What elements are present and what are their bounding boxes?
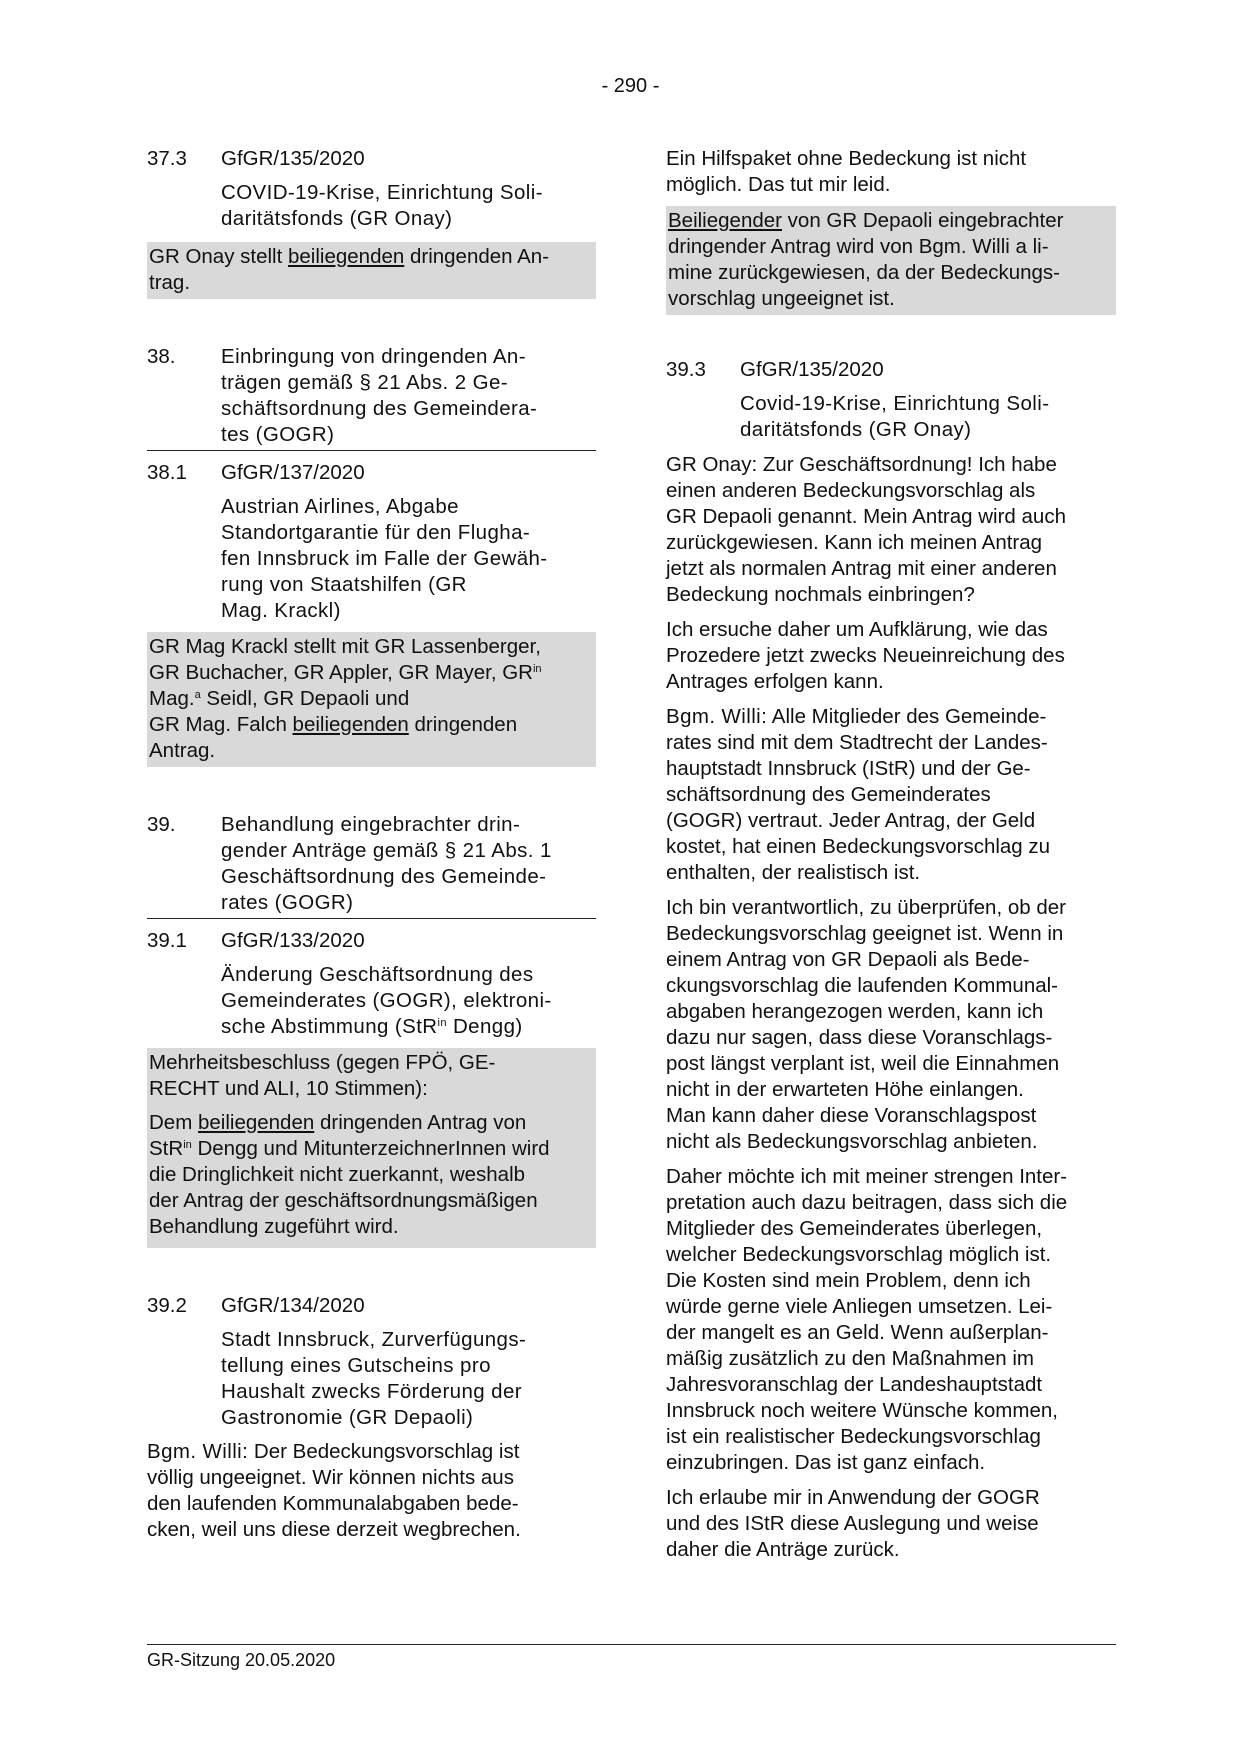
speech-paragraph: Daher möchte ich mit meiner strengen Inter- pretation auch dazu beitragen, dass sich die Mitglieder des Gemeinderates überlegen, welcher Bedeckungsvorschlag möglich ist. Die Kosten sind mein Problem, denn ich würde gerne viele Anliegen umsetzen. Lei- der mangelt es an Geld. Wenn außerplan- mäßig zusätzlich zu den Maßnahmen im Jahresvoranschlag der Landeshauptstadt Innsbruck noch weitere Wünsche kommen, ist ein realistischer Bedeckungsvorschlag einzubringen. Das ist ganz einfach. — [666, 1165, 1068, 1474]
speech-paragraph — [666, 704, 1116, 886]
title-text: Dengg) — [446, 1015, 523, 1038]
item-code: GfGR/137/2020 — [221, 461, 365, 484]
box-text: GR Mag Krackl stellt mit GR Lassenberger, GR Buchacher, GR Appler, GR Mayer, GR — [149, 635, 541, 684]
speech-text: Alle Mitglieder des Gemeinde- rates sind mit dem Stadtrecht der Landes- hauptstadt Innsbruck (IStR) und der Ge- schäftsordnung des Gemeinderates (GOGR) vertraut. Jeder Antrag, der Geld kostet, hat einen Bedeckungsvorschlag zu enthalten, der realistisch ist. — [666, 705, 1051, 884]
footer-divider — [147, 1644, 1116, 1645]
resolution-detail — [149, 1110, 594, 1240]
item-title: COVID-19-Krise, Einrichtung Soli- daritätsfonds (GR Onay) — [221, 181, 543, 230]
left-column — [147, 146, 596, 1552]
box-text: von GR Depaoli eingebrachter dringender Antrag wird von Bgm. Willi a li- mine zurückgewiesen, da der Bedeckungs- vorschlag ungeeignet ist. — [668, 209, 1064, 310]
box-text: dringenden Antrag von StR — [149, 1111, 527, 1160]
item-number: 38. — [147, 345, 176, 368]
speaker-name: Bgm. Willi: — [147, 1440, 249, 1463]
item-code: GfGR/133/2020 — [221, 929, 365, 952]
item-number: 39. — [147, 813, 176, 836]
item-title: Stadt Innsbruck, Zurverfügungs- tellung eines Gutscheins pro Haushalt zwecks Förderung der Gastronomie (GR Depaoli) — [221, 1328, 527, 1429]
item-number: 39.3 — [666, 358, 706, 381]
item-code: GfGR/135/2020 — [740, 358, 884, 381]
box-text: Mag. — [149, 687, 195, 710]
attachment-link[interactable]: beiliegenden — [197, 1111, 315, 1134]
agenda-item-39-2 — [147, 1293, 596, 1319]
decision-box — [147, 242, 596, 299]
item-number: 38.1 — [147, 461, 187, 484]
box-text: Dem — [149, 1111, 198, 1134]
speech-paragraph: Ich bin verantwortlich, zu überprüfen, ob der Bedeckungsvorschlag geeignet ist. Wenn in einem Antrag von GR Depaoli als Bede- ckungsvorschlag die laufenden Kommunal- abgaben herangezogen werden, kann ich dazu nur sagen, dass diese Voranschlags- post längst verplant ist, weil die Einnahmen nicht in der erwarteten Höhe einlangen. Man kann daher diese Voranschlagspost nicht als Bedeckungsvorschlag anbieten. — [666, 896, 1066, 1153]
superscript: a — [194, 689, 201, 701]
resolution-text: Mehrheitsbeschluss (gegen FPÖ, GE- RECHT und ALI, 10 Stimmen): — [149, 1051, 496, 1100]
decision-box — [147, 1048, 596, 1248]
item-title: Covid-19-Krise, Einrichtung Soli- daritätsfonds (GR Onay) — [740, 392, 1050, 441]
decision-box — [666, 206, 1116, 315]
footer-text: GR-Sitzung 20.05.2020 — [147, 1650, 336, 1670]
superscript: in — [532, 663, 542, 675]
box-text: Seidl, GR Depaoli und GR Mag. Falch — [149, 687, 410, 736]
speech-paragraph: Ich ersuche daher um Aufklärung, wie das Prozedere jetzt zwecks Neueinreichung des Antrages erfolgen kann. — [666, 618, 1065, 693]
speaker-name: GR Onay: — [666, 453, 758, 476]
speaker-name: Bgm. Willi: — [666, 705, 768, 728]
agenda-heading-38 — [147, 344, 596, 451]
item-title: Behandlung eingebrachter drin- gender Anträge gemäß § 21 Abs. 1 Geschäftsordnung des Gemeinde- rates (GOGR) — [221, 813, 552, 914]
speech-text: Zur Geschäftsordnung! Ich habe einen anderen Bedeckungsvorschlag als GR Depaoli genannt. Mein Antrag wird auch zurückgewiesen. Kann ich meinen Antrag jetzt als normalen Antrag mit einer anderen Bedeckung nochmals einbringen? — [666, 453, 1066, 606]
item-number: 37.3 — [147, 147, 187, 170]
agenda-item-37-3 — [147, 146, 596, 172]
speech-paragraph — [666, 452, 1116, 608]
agenda-item-38-1 — [147, 460, 596, 486]
superscript: in — [437, 1017, 447, 1029]
attachment-link[interactable]: Beiliegender — [668, 209, 782, 232]
item-code: GfGR/135/2020 — [221, 147, 365, 170]
speech-paragraph: Ein Hilfspaket ohne Bedeckung ist nicht möglich. Das tut mir leid. — [666, 147, 1027, 196]
box-text: dringenden An- trag. — [149, 245, 550, 294]
agenda-item-39-3 — [666, 357, 1116, 383]
item-title: Einbringung von dringenden An- trägen gemäß § 21 Abs. 2 Ge- schäftsordnung des Gemeindera- tes (GOGR) — [221, 345, 538, 446]
item-number: 39.2 — [147, 1294, 187, 1317]
attachment-link[interactable]: beiliegenden — [292, 713, 409, 736]
agenda-heading-39 — [147, 812, 596, 919]
title-text: Änderung Geschäftsordnung des Gemeinderates (GOGR), elektroni- sche Abstimmung (StR — [221, 963, 552, 1038]
box-text: GR Onay stellt — [149, 245, 288, 268]
attachment-link[interactable]: beiliegenden — [288, 245, 405, 268]
speech-paragraph — [147, 1439, 596, 1543]
item-title — [221, 962, 596, 1040]
decision-box — [147, 632, 596, 767]
box-text: Dengg und MitunterzeichnerInnen wird die Dringlichkeit nicht zuerkannt, weshalb der Antrag der geschäftsordnungsmäßigen Behandlung zugeführt wird. — [149, 1137, 550, 1238]
superscript: in — [183, 1139, 192, 1151]
box-text: dringenden Antrag. — [149, 713, 518, 762]
item-code: GfGR/134/2020 — [221, 1294, 365, 1317]
right-column — [666, 146, 1116, 1572]
speech-paragraph: Ich erlaube mir in Anwendung der GOGR und des IStR diese Auslegung und weise daher die Anträge zurück. — [666, 1486, 1040, 1561]
agenda-item-39-1 — [147, 928, 596, 954]
item-title: Austrian Airlines, Abgabe Standortgarantie für den Flugha- fen Innsbruck im Falle der Gewäh- rung von Staatshilfen (GR Mag. Krackl) — [221, 495, 548, 622]
item-number: 39.1 — [147, 929, 187, 952]
speech-text: Der Bedeckungsvorschlag ist völlig ungeeignet. Wir können nichts aus den laufenden Kommunalabgaben bede- cken, weil uns diese derzeit wegbrechen. — [147, 1440, 521, 1541]
page-number: - 290 - — [601, 75, 660, 97]
